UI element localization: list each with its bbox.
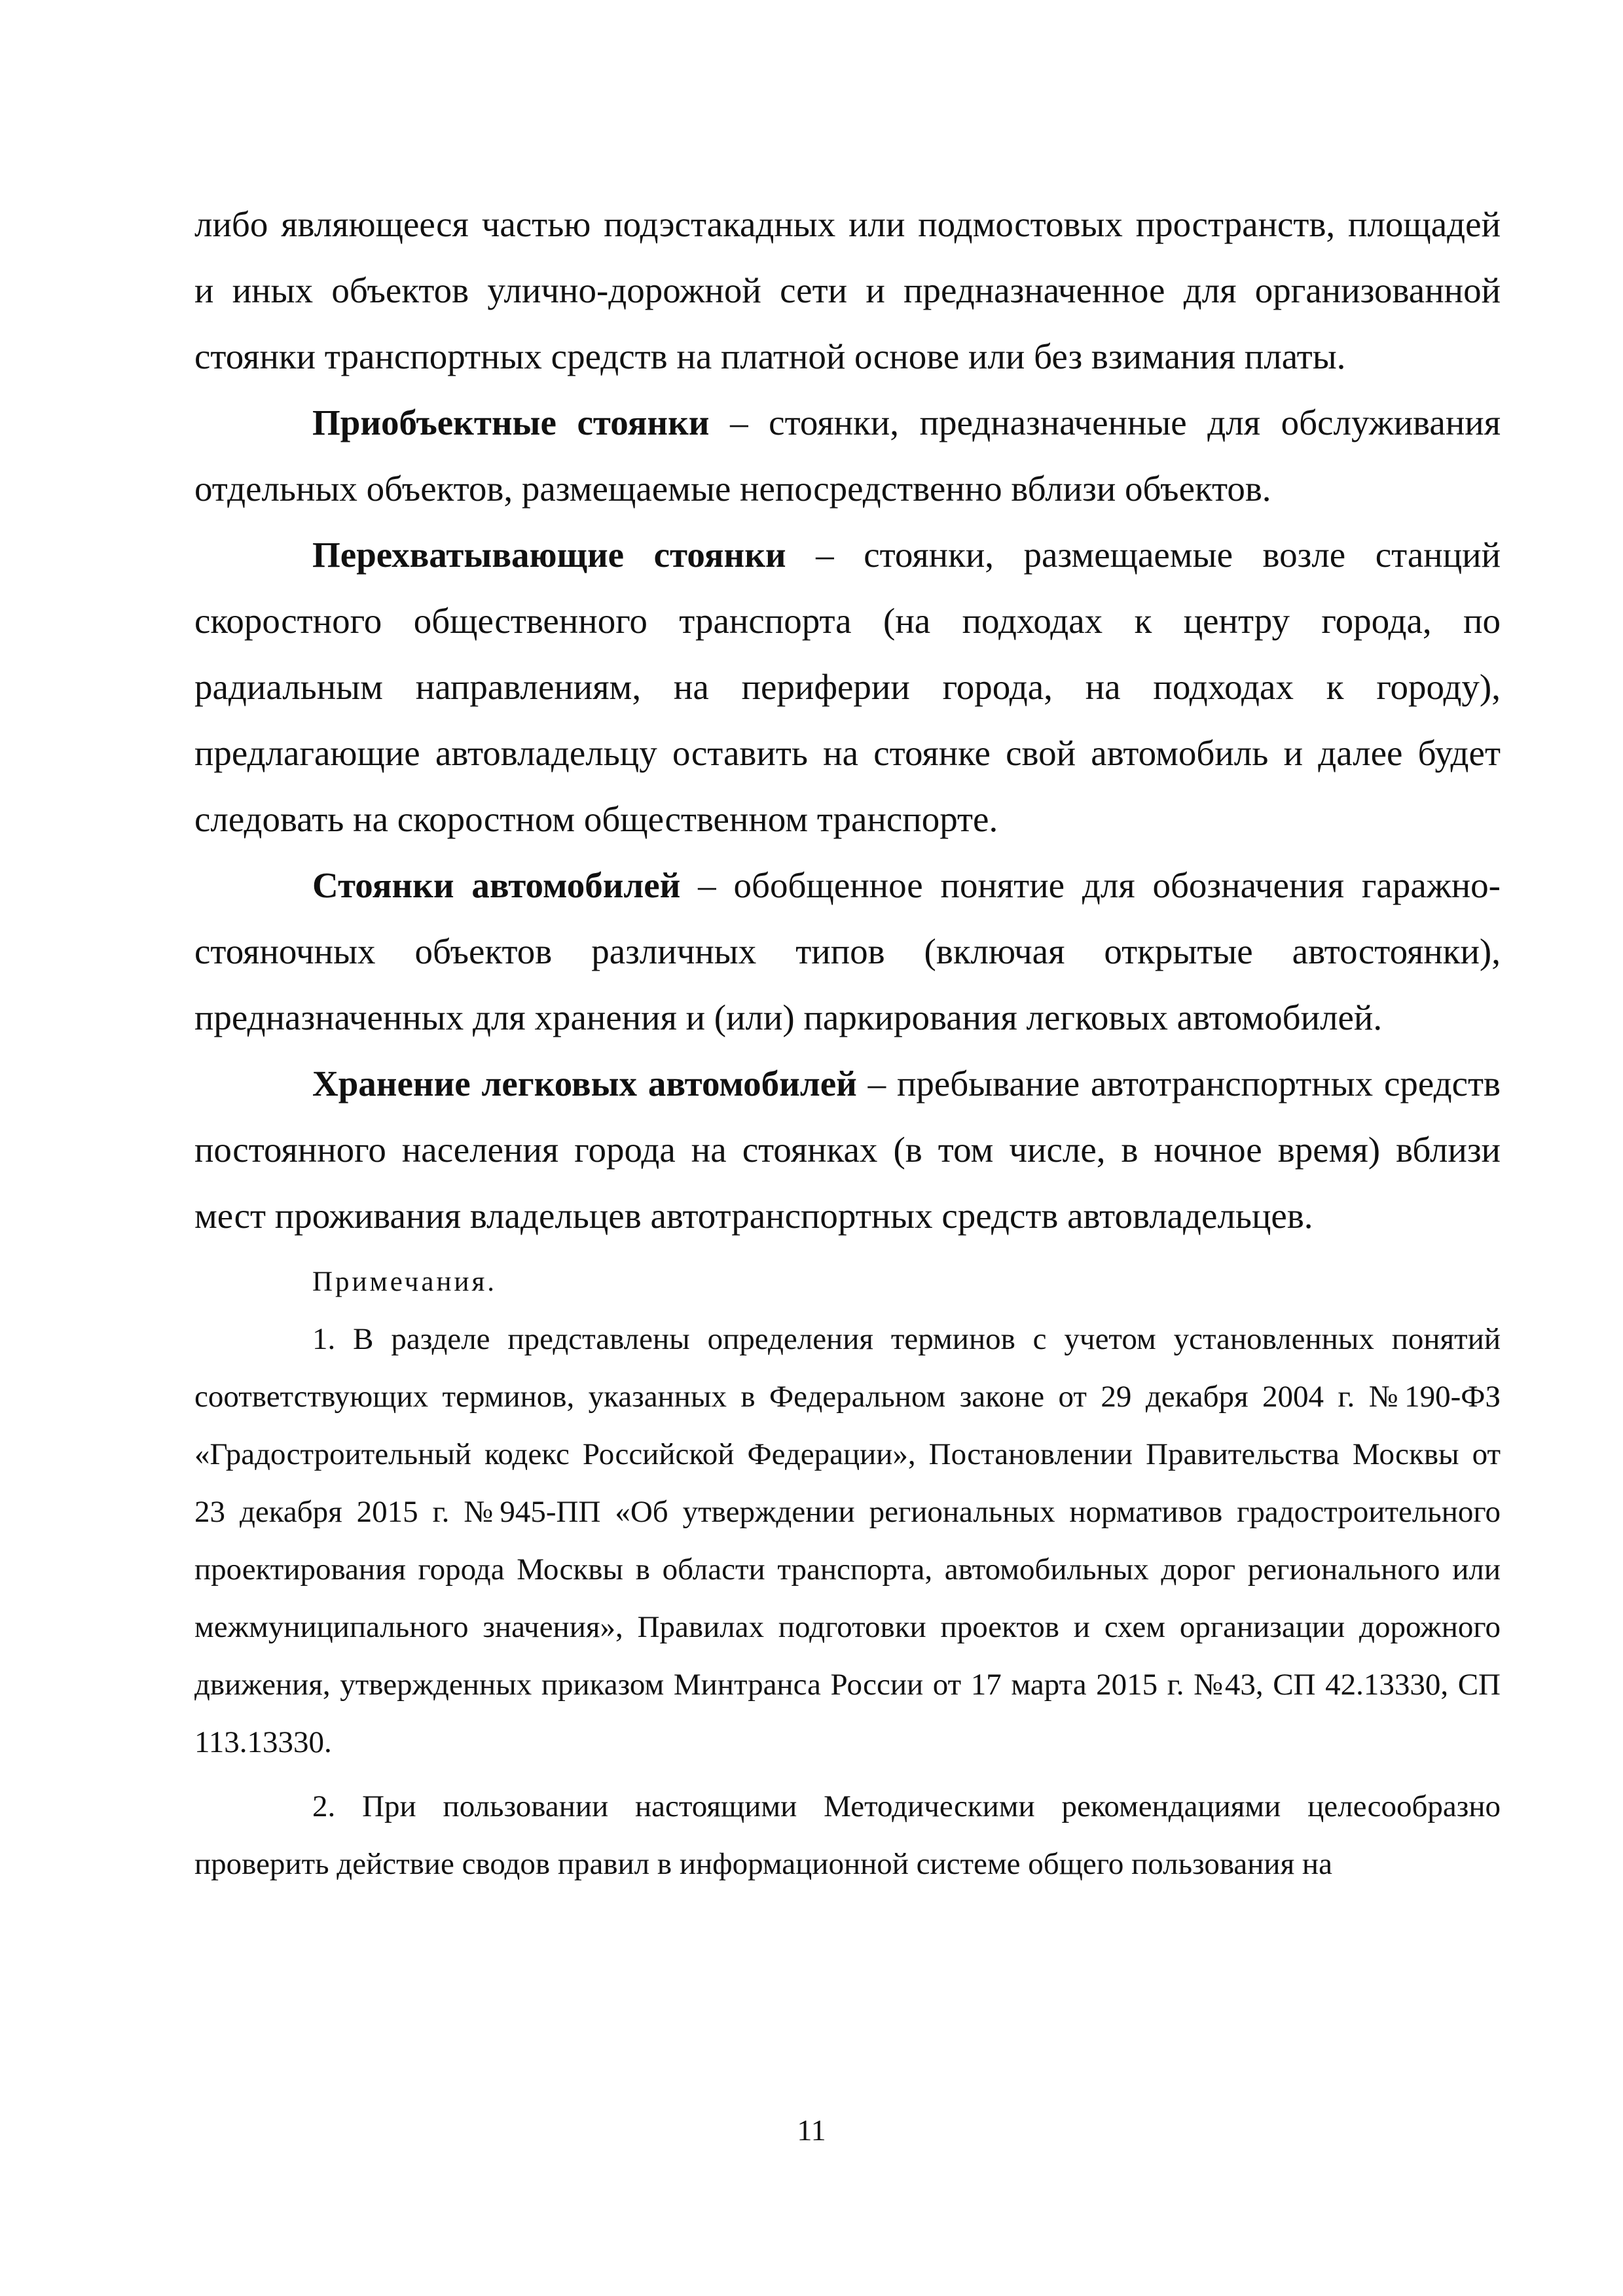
term-name: Перехватывающие стоянки: [312, 535, 786, 575]
notes-heading: Примечания.: [312, 1266, 498, 1297]
term-name: Стоянки автомобилей: [312, 865, 681, 905]
term-definition: – стоянки, предназначенные для обслуживания отдельных объектов, размещаемые непосредственно вблизи объектов.: [194, 403, 1501, 509]
term-definition: – пребывание автотранспортных средств постоянного населения города на стоянках (в том числе, в ночное время) вблизи мест проживания владельцев автотранспортных средств автовладельцев.: [194, 1064, 1501, 1236]
definition-paragraph: [194, 852, 1501, 1050]
term-name: Хранение легковых автомобилей: [312, 1064, 857, 1103]
term-name: Приобъектные стоянки: [312, 403, 710, 442]
paragraph-continuation: либо являющееся частью подэстакадных или подмостовых пространств, площадей и иных объектов улично-дорожной сети и предназначенное для организованной стоянки транспортных средств на платной основе или без взимания платы.: [194, 204, 1501, 376]
note-item: 2. При пользовании настоящими Методическими рекомендациями целесообразно проверить действие сводов правил в информационной системе общего пользования на: [194, 1789, 1501, 1881]
document-page: [194, 191, 1501, 1893]
definition-paragraph: [194, 389, 1501, 522]
note-item: 1. В разделе представлены определения терминов с учетом установленных понятий соответствующих терминов, указанных в Федеральном законе от 29 декабря 2004 г. №190-ФЗ «Градостроительный кодекс Российской Федерации», Постановлении Правительства Москвы от 23 декабря 2015 г. №945-ПП «Об утверждении региональных нормативов градостроительного проектирования города Москвы в области транспорта, автомобильных дорог регионального или межмуниципального значения», Правилах подготовки проектов и схем организации дорожного движения, утвержденных приказом Минтранса России от 17 марта 2015 г. №43, СП 42.13330, СП 113.13330.: [194, 1322, 1501, 1759]
definition-paragraph: [194, 522, 1501, 852]
term-definition: – обобщенное понятие для обозначения гаражно-стояночных объектов различных типов (включая открытые автостоянки), предназначенных для хранения и (или) паркирования легковых автомобилей.: [194, 865, 1501, 1037]
page-number: 11: [797, 2113, 826, 2147]
term-definition: – стоянки, размещаемые возле станций скоростного общественного транспорта (на подходах к центру города, по радиальным направлениям, на периферии города, на подходах к городу), предлагающие автовладельцу оставить на стоянке свой автомобиль и далее будет следовать на скоростном общественном транспорте.: [194, 535, 1501, 839]
definition-paragraph: [194, 1050, 1501, 1249]
